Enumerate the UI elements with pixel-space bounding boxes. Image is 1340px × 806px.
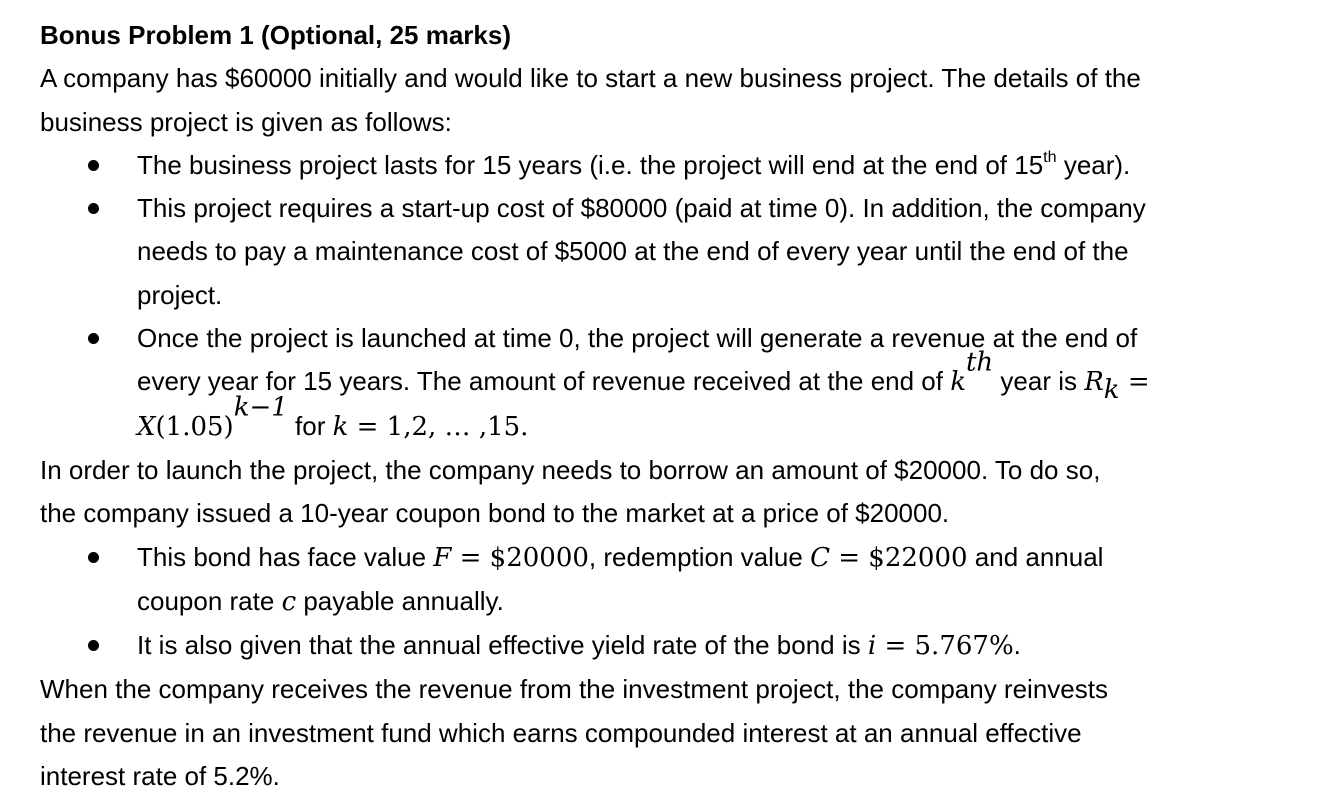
bond-bullet-yield — [40, 624, 1320, 668]
project-bullet-costs-cont — [40, 274, 1320, 317]
bullet-text: year). — [1056, 149, 1131, 180]
closing-line-3: interest rate of 5.2%. — [40, 761, 280, 792]
bullet-icon — [88, 160, 99, 171]
bullet-text: and annual — [967, 541, 1104, 572]
math-value: = 5.767% — [876, 631, 1014, 662]
borrow-line-1: In order to launch the project, the company needs to borrow an amount of $20000. To do so, — [40, 454, 1101, 485]
problem-document — [40, 14, 1320, 798]
bullet-icon — [88, 203, 99, 214]
bond-bullet-values — [40, 536, 1320, 580]
bullet-icon — [88, 333, 99, 344]
bullet-text: year is — [993, 366, 1085, 397]
intro-line-2: business project is given as follows: — [40, 106, 452, 137]
bullet-text: needs to pay a maintenance cost of $5000 at the end of every year until the end of the — [137, 236, 1129, 267]
bullet-text: This bond has face value — [137, 541, 434, 572]
math-variable-r: R — [1084, 367, 1104, 398]
project-bullet-revenue — [40, 317, 1320, 360]
bullet-text: project. — [137, 279, 223, 310]
bullet-text: every year for 15 years. The amount of revenue received at the end of — [137, 366, 951, 397]
bullet-text: for — [287, 410, 333, 441]
math-exponent: k−1 — [233, 392, 288, 423]
project-bullet-duration — [40, 144, 1320, 187]
math-value: = $20000 — [451, 542, 589, 573]
project-bullet-costs-cont — [40, 230, 1320, 273]
math-variable-i: i — [867, 631, 877, 662]
bullet-text: . — [1013, 630, 1021, 661]
problem-title: Bonus Problem 1 (Optional, 25 marks) — [40, 20, 511, 50]
math-variable-x: X — [137, 411, 156, 442]
bond-bullet-values-cont — [40, 580, 1320, 624]
bullet-text: Once the project is launched at time 0, the project will generate a revenue at the end of — [137, 323, 1138, 354]
math-variable-f: F — [433, 542, 452, 573]
math-superscript: th — [965, 347, 994, 378]
bullet-text: This project requires a start-up cost of $80000 (paid at time 0). In addition, the company — [137, 193, 1146, 224]
project-bullet-costs — [40, 187, 1320, 230]
math-variable-k: k — [950, 367, 966, 398]
math-subscript: k — [1103, 375, 1120, 406]
bullet-text: , redemption value — [588, 541, 811, 572]
bullet-text: It is also given that the annual effective yield rate of the bond is — [137, 630, 868, 661]
borrow-line-2: the company issued a 10-year coupon bond to the market at a price of $20000. — [40, 498, 950, 529]
project-bullet-revenue-cont — [40, 347, 1320, 406]
math-variable-c-small: c — [281, 586, 297, 617]
bullet-text: The business project lasts for 15 years (i.e. the project will end at the end of 15 — [137, 149, 1044, 180]
math-variable-c: C — [810, 542, 830, 573]
closing-line-1: When the company receives the revenue from the investment project, the company reinvests — [40, 674, 1108, 705]
math-base: (1.05) — [155, 411, 234, 442]
intro-line-1: A company has $60000 initially and would like to start a new business project. The details of the — [40, 63, 1141, 94]
bullet-text: payable annually. — [296, 585, 504, 616]
project-bullet-revenue-cont — [40, 392, 1320, 449]
ordinal-suffix: th — [1043, 147, 1057, 166]
math-variable-k: k — [332, 411, 349, 442]
math-range: = 1,2, … ,15. — [348, 411, 529, 442]
closing-line-2: the revenue in an investment fund which earns compounded interest at an annual effective — [40, 717, 1082, 748]
math-equals: = — [1119, 367, 1150, 398]
math-value: = $22000 — [829, 542, 968, 573]
bullet-icon — [88, 552, 99, 563]
bullet-icon — [88, 640, 99, 651]
bullet-text: coupon rate — [137, 585, 282, 616]
